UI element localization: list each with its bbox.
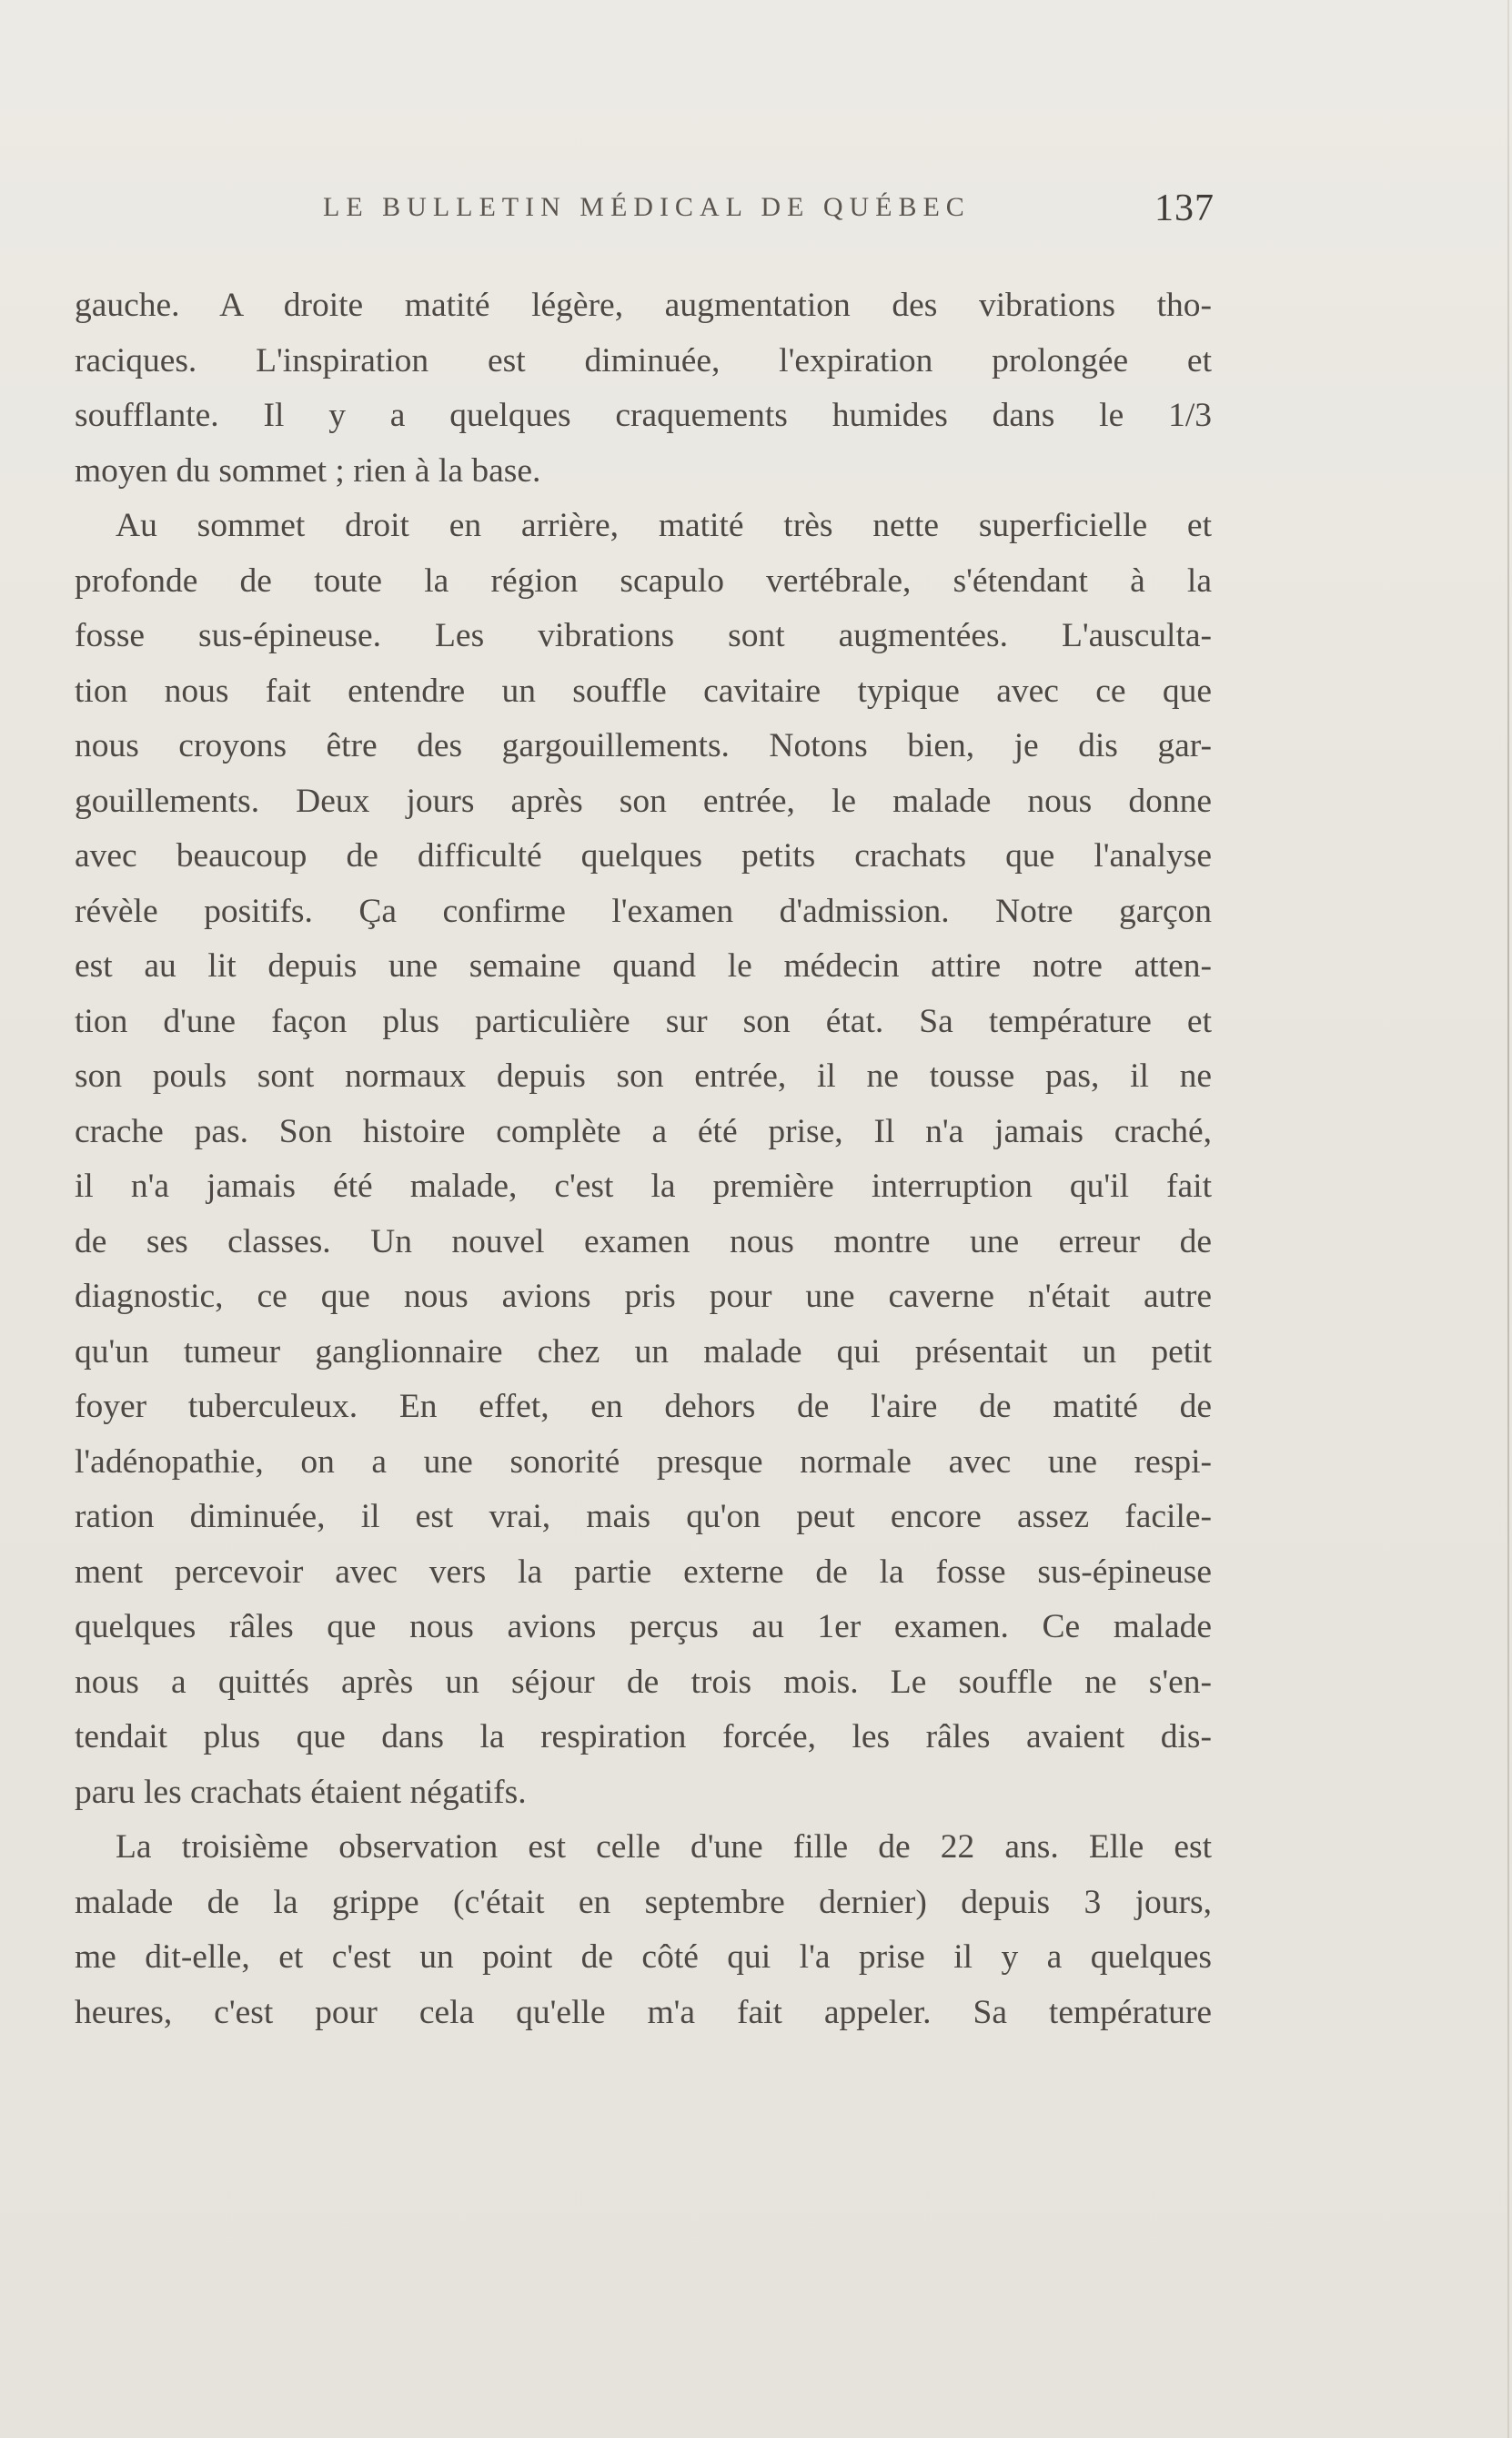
text-line: soufflante. Il y a quelques craquements humides dans le 1/3 [75, 397, 1212, 434]
text-line: profonde de toute la région scapulo vertébrale, s'étendant à la [75, 561, 1212, 600]
text-line: me dit-elle, et c'est un point de côté qui l'a prise il y a quelques [75, 1938, 1212, 1976]
page-header [323, 187, 1215, 238]
text-line: qu'un tumeur ganglionnaire chez un malade qui présentait un petit [75, 1332, 1212, 1371]
text-line: gouillements. Deux jours après son entrée, le malade nous donne [75, 782, 1212, 820]
text-line: de ses classes. Un nouvel examen nous montre une erreur de [75, 1222, 1212, 1260]
text-line: paru les crachats étaient négatifs. [75, 1773, 527, 1811]
text-line: tion d'une façon plus particulière sur son état. Sa température et [75, 1002, 1212, 1040]
text-line: l'adénopathie, on a une sonorité presque normale avec une respi- [75, 1442, 1212, 1481]
body-text [75, 278, 1212, 2040]
text-line: tion nous fait entendre un souffle cavitaire typique avec ce que [75, 672, 1212, 710]
text-line: ration diminuée, il est vrai, mais qu'on peut encore assez facile- [75, 1498, 1212, 1535]
text-line: nous croyons être des gargouillements. Notons bien, je dis gar- [75, 727, 1212, 764]
text-line: moyen du sommet ; rien à la base. [75, 451, 541, 490]
text-line: raciques. L'inspiration est diminuée, l'expiration prolongée et [75, 341, 1212, 379]
text-line: avec beaucoup de difficulté quelques petits crachats que l'analyse [75, 837, 1212, 875]
text-line: diagnostic, ce que nous avions pris pour une caverne n'était autre [75, 1278, 1212, 1315]
text-line: gauche. A droite matité légère, augmentation des vibrations tho- [75, 287, 1212, 324]
text-line: foyer tuberculeux. En effet, en dehors de l'aire de matité de [75, 1388, 1212, 1425]
text-line: ment percevoir avec vers la partie externe de la fosse sus-épineuse [75, 1553, 1212, 1591]
page-edge-shadow [1507, 0, 1509, 2438]
text-line: révèle positifs. Ça confirme l'examen d'admission. Notre garçon [75, 892, 1212, 930]
text-line: quelques râles que nous avions perçus au 1er examen. Ce malade [75, 1608, 1212, 1645]
text-line: La troisième observation est celle d'une fille de 22 ans. Elle est [116, 1828, 1212, 1866]
text-line: nous a quittés après un séjour de trois mois. Le souffle ne s'en- [75, 1663, 1212, 1701]
text-line: est au lit depuis une semaine quand le médecin attire notre atten- [75, 947, 1212, 985]
text-line: crache pas. Son histoire complète a été prise, Il n'a jamais craché, [75, 1112, 1212, 1150]
text-line: Au sommet droit en arrière, matité très nette superficielle et [116, 507, 1212, 544]
text-line: tendait plus que dans la respiration forcée, les râles avaient dis- [75, 1718, 1212, 1755]
text-line: malade de la grippe (c'était en septembre dernier) depuis 3 jours, [75, 1883, 1212, 1921]
text-line: son pouls sont normaux depuis son entrée, il ne tousse pas, il ne [75, 1057, 1212, 1095]
text-line: fosse sus-épineuse. Les vibrations sont augmentées. L'ausculta- [75, 617, 1212, 654]
page-number: 137 [1154, 187, 1215, 229]
text-line: heures, c'est pour cela qu'elle m'a fait appeler. Sa température [75, 1993, 1212, 2031]
running-title: LE BULLETIN MÉDICAL DE QUÉBEC [323, 192, 971, 222]
text-line: il n'a jamais été malade, c'est la première interruption qu'il fait [75, 1168, 1212, 1205]
